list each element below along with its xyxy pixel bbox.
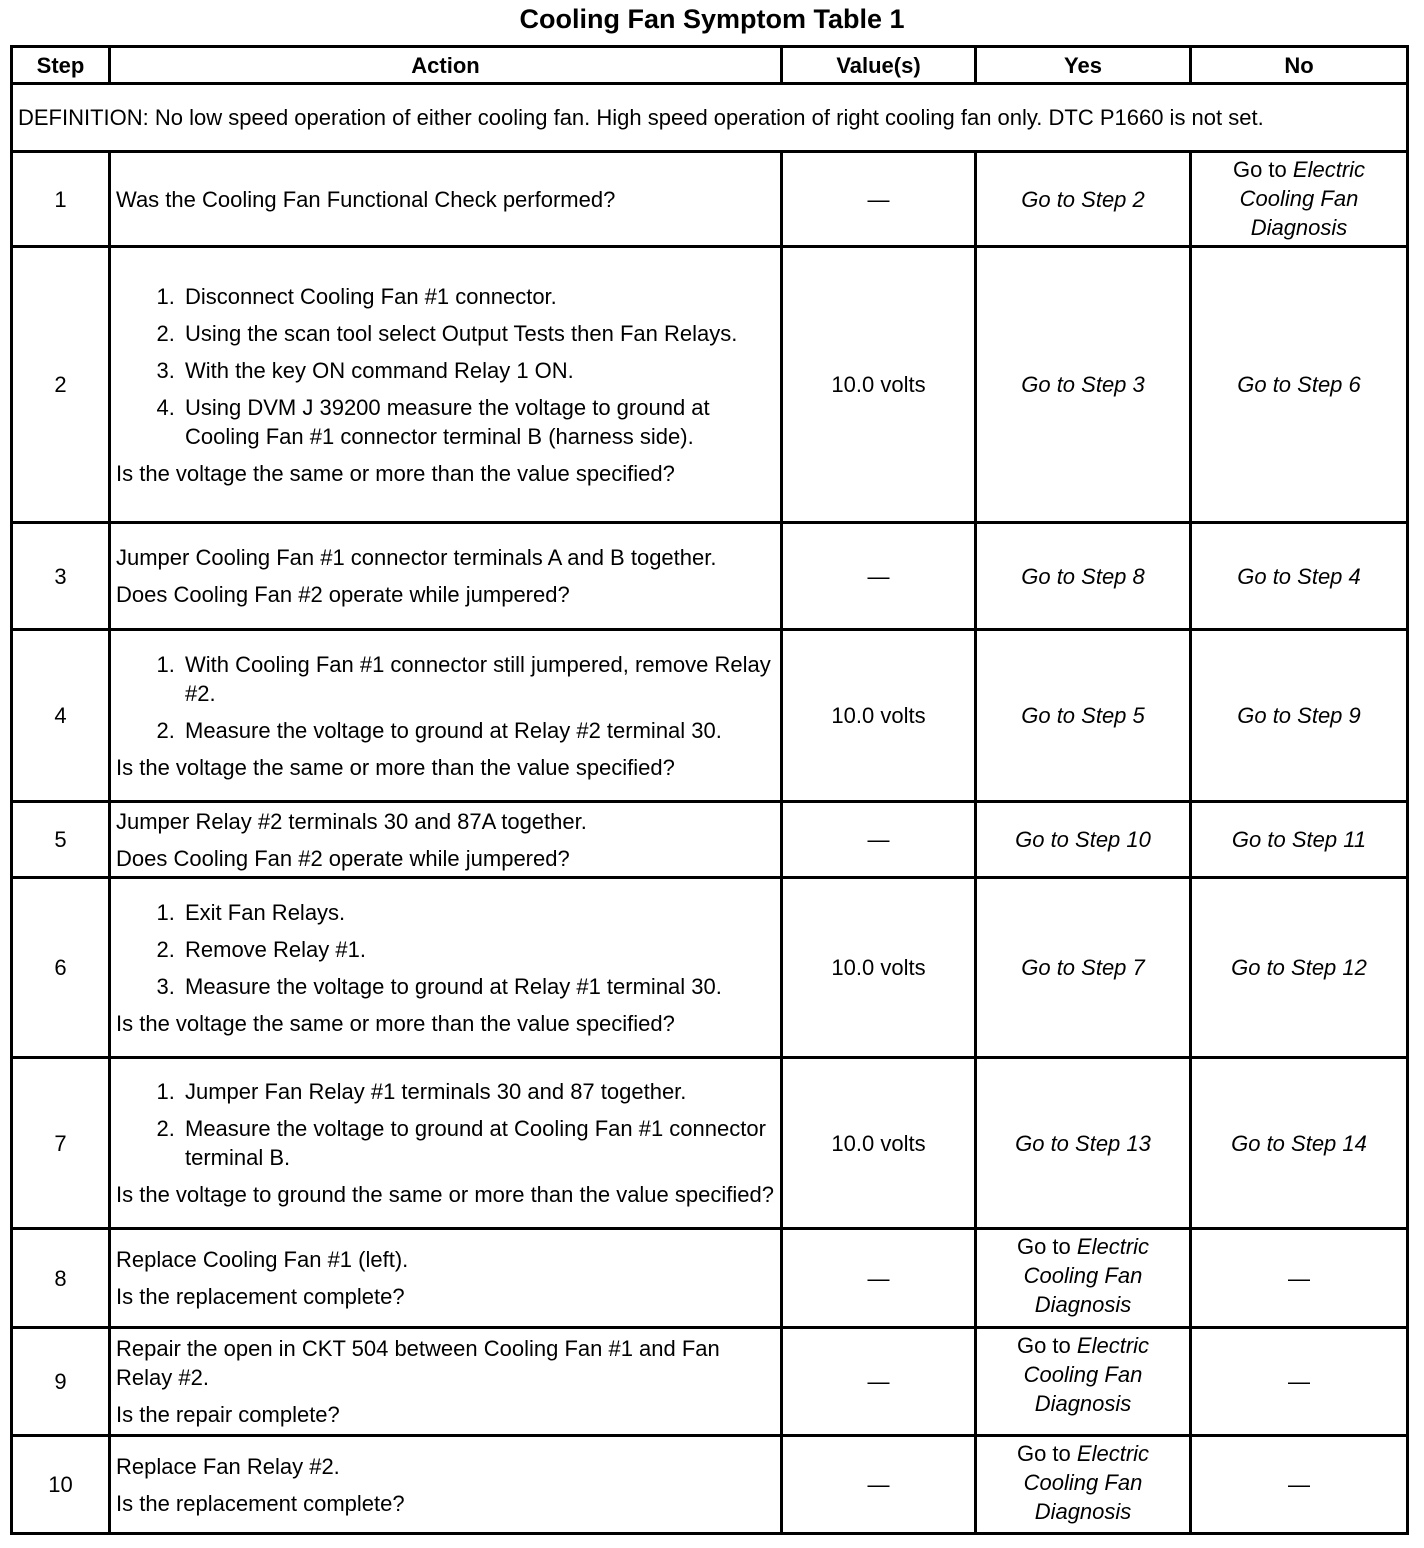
yes-cell xyxy=(976,247,1191,523)
action-step: 3. With the key ON command Relay 1 ON. xyxy=(181,356,775,385)
action-step: 1. With Cooling Fan #1 connector still jumpered, remove Relay #2. xyxy=(181,650,775,708)
action-cell xyxy=(110,1328,782,1436)
step-number: 2 xyxy=(12,247,110,523)
action-question: Is the voltage the same or more than the value specified? xyxy=(116,460,675,486)
no-cell xyxy=(1191,152,1408,247)
action-step: 2. Using the scan tool select Output Tests then Fan Relays. xyxy=(181,319,775,348)
action-step: 1. Disconnect Cooling Fan #1 connector. xyxy=(181,282,775,311)
action-step: 3. Measure the voltage to ground at Relay #1 terminal 30. xyxy=(181,972,775,1001)
action-text: Jumper Relay #2 terminals 30 and 87A together. xyxy=(116,808,587,834)
action-question: Does Cooling Fan #2 operate while jumpered? xyxy=(116,582,570,607)
yes-link[interactable]: Electric Cooling Fan Diagnosis xyxy=(1023,1234,1150,1317)
yes-cell xyxy=(976,1328,1191,1436)
yes-prefix: Go to xyxy=(1016,1234,1071,1259)
value-cell: — xyxy=(782,152,976,247)
action-question: Is the repair complete? xyxy=(116,1402,340,1427)
action-cell xyxy=(110,802,782,878)
page-title: Cooling Fan Symptom Table 1 xyxy=(519,4,905,34)
action-question: Does Cooling Fan #2 operate while jumpered? xyxy=(116,845,570,871)
step-number: 1 xyxy=(12,152,110,247)
action-question: Is the replacement complete? xyxy=(116,1490,405,1516)
action-step: 4. Using DVM J 39200 measure the voltage to ground at Cooling Fan #1 connector terminal B (harness side). xyxy=(181,393,775,451)
yes-cell xyxy=(976,878,1191,1058)
table-row xyxy=(12,1058,1408,1229)
yes-cell xyxy=(976,1436,1191,1534)
no-cell xyxy=(1191,802,1408,878)
action-question: Is the voltage to ground the same or more than the value specified? xyxy=(116,1182,774,1207)
definition-row xyxy=(12,84,1408,152)
action-cell xyxy=(110,1058,782,1229)
yes-prefix: Go to xyxy=(1016,1333,1071,1358)
header-yes: Yes xyxy=(976,47,1191,84)
yes-link[interactable]: Go to Step 8 xyxy=(1021,563,1145,589)
no-cell xyxy=(1191,630,1408,802)
no-link[interactable]: Go to Step 11 xyxy=(1231,827,1367,852)
header-no: No xyxy=(1191,47,1408,84)
table-row xyxy=(12,878,1408,1058)
yes-link[interactable]: Electric Cooling Fan Diagnosis xyxy=(1023,1333,1150,1416)
action-cell xyxy=(110,523,782,630)
step-number: 5 xyxy=(12,802,110,878)
yes-link[interactable]: Go to Step 3 xyxy=(1021,372,1145,397)
no-cell: — xyxy=(1191,1436,1408,1534)
value-cell: 10.0 volts xyxy=(782,1058,976,1229)
action-cell xyxy=(110,152,782,247)
action-question: Is the replacement complete? xyxy=(116,1284,405,1309)
action-step: 1. Exit Fan Relays. xyxy=(181,898,775,927)
yes-link[interactable]: Go to Step 13 xyxy=(1015,1130,1151,1156)
yes-prefix: Go to xyxy=(1016,1441,1071,1466)
action-step: 1. Jumper Fan Relay #1 terminals 30 and 87 together. xyxy=(181,1077,775,1106)
action-cell xyxy=(110,630,782,802)
step-number: 7 xyxy=(12,1058,110,1229)
step-number: 6 xyxy=(12,878,110,1058)
action-text: Replace Cooling Fan #1 (left). xyxy=(116,1247,409,1272)
yes-cell xyxy=(976,1229,1191,1328)
table-row xyxy=(12,1229,1408,1328)
value-cell: — xyxy=(782,802,976,878)
table-row xyxy=(12,802,1408,878)
yes-cell xyxy=(976,802,1191,878)
no-link[interactable]: Go to Step 4 xyxy=(1237,563,1361,589)
action-text: Was the Cooling Fan Functional Check performed? xyxy=(116,186,616,212)
header-action: Action xyxy=(110,47,782,84)
header-step: Step xyxy=(12,47,110,84)
table-row xyxy=(12,630,1408,802)
action-steps xyxy=(116,1077,775,1172)
action-cell xyxy=(110,878,782,1058)
action-cell xyxy=(110,1229,782,1328)
yes-cell xyxy=(976,152,1191,247)
value-cell: 10.0 volts xyxy=(782,878,976,1058)
no-link[interactable]: Go to Step 6 xyxy=(1237,372,1361,397)
symptom-table xyxy=(10,45,1409,1535)
action-steps xyxy=(116,650,775,745)
action-steps xyxy=(116,898,775,1001)
action-text: Jumper Cooling Fan #1 connector terminals A and B together. xyxy=(116,545,717,570)
no-cell xyxy=(1191,878,1408,1058)
action-text: Replace Fan Relay #2. xyxy=(116,1453,340,1479)
no-link[interactable]: Go to Step 9 xyxy=(1237,703,1361,728)
yes-cell xyxy=(976,630,1191,802)
action-cell xyxy=(110,247,782,523)
yes-link[interactable]: Go to Step 10 xyxy=(1015,827,1151,852)
yes-link[interactable]: Go to Step 2 xyxy=(1021,186,1145,212)
step-number: 3 xyxy=(12,523,110,630)
action-step: 2. Measure the voltage to ground at Relay #2 terminal 30. xyxy=(181,716,775,745)
yes-link[interactable]: Electric Cooling Fan Diagnosis xyxy=(1023,1441,1150,1524)
yes-link[interactable]: Go to Step 5 xyxy=(1021,703,1145,728)
table-row xyxy=(12,523,1408,630)
value-cell: — xyxy=(782,1436,976,1534)
value-cell: — xyxy=(782,523,976,630)
action-step: 2. Remove Relay #1. xyxy=(181,935,775,964)
table-row xyxy=(12,152,1408,247)
no-cell xyxy=(1191,523,1408,630)
step-number: 8 xyxy=(12,1229,110,1328)
header-row xyxy=(12,47,1408,84)
no-link[interactable]: Go to Step 12 xyxy=(1231,955,1367,980)
action-question: Is the voltage the same or more than the value specified? xyxy=(116,754,675,780)
step-number: 9 xyxy=(12,1328,110,1436)
action-steps xyxy=(116,282,775,451)
value-cell: 10.0 volts xyxy=(782,630,976,802)
no-link[interactable]: Electric Cooling Fan Diagnosis xyxy=(1239,157,1366,240)
no-prefix: Go to xyxy=(1232,157,1287,182)
value-cell: — xyxy=(782,1229,976,1328)
header-values: Value(s) xyxy=(782,47,976,84)
action-text: Repair the open in CKT 504 between Cooling Fan #1 and Fan Relay #2. xyxy=(116,1336,720,1390)
no-link[interactable]: Go to Step 14 xyxy=(1231,1130,1367,1156)
yes-cell xyxy=(976,1058,1191,1229)
table-row xyxy=(12,247,1408,523)
definition-text: DEFINITION: No low speed operation of either cooling fan. High speed operation of right cooling fan only. DTC P1660 is not set. xyxy=(12,84,1408,152)
action-step: 2. Measure the voltage to ground at Cooling Fan #1 connector terminal B. xyxy=(181,1114,775,1172)
no-cell: — xyxy=(1191,1328,1408,1436)
yes-cell xyxy=(976,523,1191,630)
action-cell xyxy=(110,1436,782,1534)
action-question: Is the voltage the same or more than the value specified? xyxy=(116,1010,675,1036)
no-cell: — xyxy=(1191,1229,1408,1328)
value-cell: — xyxy=(782,1328,976,1436)
no-cell xyxy=(1191,247,1408,523)
no-cell xyxy=(1191,1058,1408,1229)
step-number: 4 xyxy=(12,630,110,802)
table-row xyxy=(12,1436,1408,1534)
step-number: 10 xyxy=(12,1436,110,1534)
yes-link[interactable]: Go to Step 7 xyxy=(1021,955,1145,980)
value-cell: 10.0 volts xyxy=(782,247,976,523)
table-row xyxy=(12,1328,1408,1436)
